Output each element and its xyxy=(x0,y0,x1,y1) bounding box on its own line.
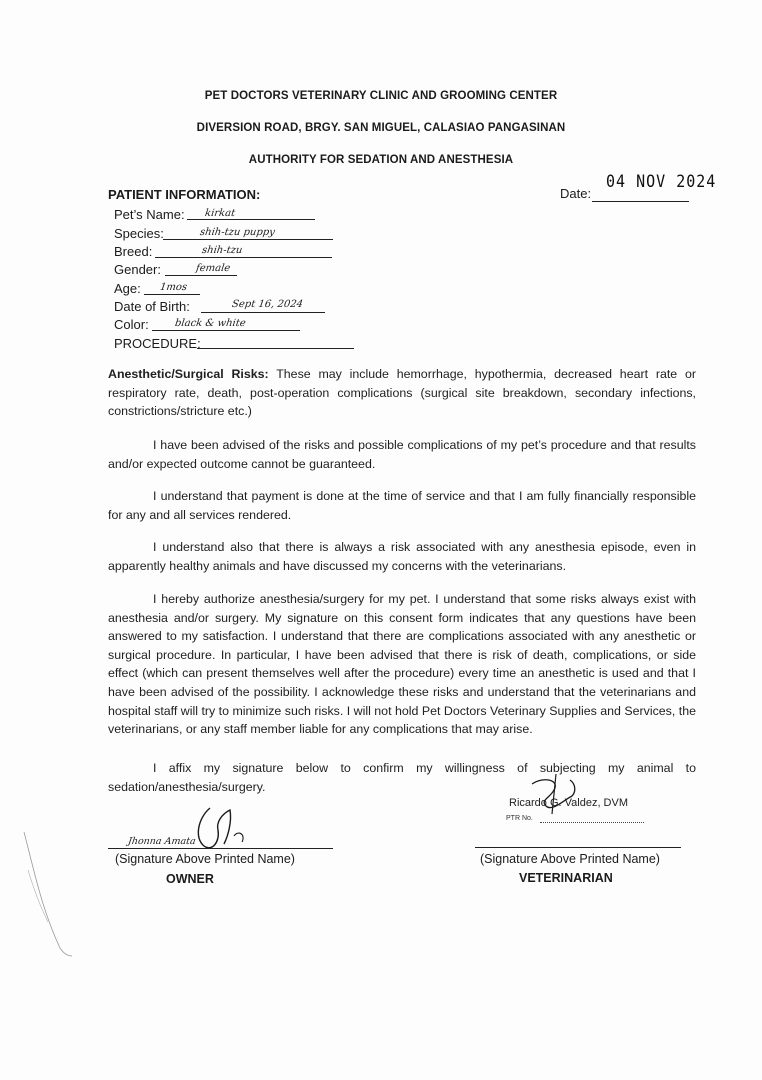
procedure-label: PROCEDURE: xyxy=(114,336,201,351)
date-stamp-value: 04 NOV 2024 xyxy=(606,171,717,192)
clinic-address: DIVERSION ROAD, BRGY. SAN MIGUEL, CALASIAO PANGASINAN xyxy=(196,122,566,134)
paragraph-2-text: I understand that payment is done at the time of service and that I am fully financially responsible for any and all services rendered. xyxy=(108,489,696,522)
owner-printed-name: Jhonna Amata xyxy=(127,836,197,847)
ptr-line xyxy=(540,822,644,823)
paragraph-1-text: I have been advised of the risks and possible complications of my pet’s procedure and that results and/or expected outcome cannot be guaranteed. xyxy=(108,438,696,471)
gender-label: Gender: xyxy=(114,262,161,277)
breed-value: shih-tzu xyxy=(201,245,244,256)
color-value: black & white xyxy=(174,318,247,329)
pets-name-line xyxy=(187,219,315,220)
vet-signature-line xyxy=(475,847,681,848)
age-line xyxy=(144,294,200,295)
vet-role: VETERINARIAN xyxy=(519,871,613,885)
species-value: shih-tzu puppy xyxy=(199,227,276,238)
color-label: Color: xyxy=(114,317,149,332)
pets-name-value: kirkat xyxy=(204,208,236,219)
vet-signature-caption: (Signature Above Printed Name) xyxy=(480,852,660,866)
paragraph-4 xyxy=(108,590,696,739)
gender-value: female xyxy=(195,263,231,274)
age-value: 1mos xyxy=(159,282,188,293)
margin-pencil-mark xyxy=(20,830,80,970)
age-label: Age: xyxy=(114,281,141,296)
form-title: AUTHORITY FOR SEDATION AND ANESTHESIA xyxy=(248,154,514,166)
color-line xyxy=(152,330,300,331)
paragraph-5-text: I affix my signature below to confirm my willingness of subjecting my animal to sedation/anesthesia/surgery. xyxy=(108,761,696,794)
gender-line xyxy=(165,275,237,276)
species-label: Species: xyxy=(114,226,164,241)
ptr-label: PTR No. xyxy=(506,815,533,822)
vet-signature-scribble xyxy=(520,770,590,820)
species-line xyxy=(163,239,333,240)
owner-signature-scribble xyxy=(180,800,260,860)
paragraph-2 xyxy=(108,487,696,524)
dob-line xyxy=(201,312,325,313)
date-label: Date: xyxy=(560,186,592,201)
clinic-name: PET DOCTORS VETERINARY CLINIC AND GROOMING CENTER xyxy=(204,90,558,102)
paragraph-4-text: I hereby authorize anesthesia/surgery for my pet. I understand that some risks always exist with anesthesia and/or surgery. My signature on this consent form indicates that any questions have been answered to my satisfaction. I understand that there are complications associated with any anesthetic or surgical procedure. In particular, I have been advised that there is risk of death, complications, or side effect (which can present themselves well after the procedure) every time an anesthetic is used and that I have been advised of the possibility. I acknowledge these risks and understand that the veterinarians and hospital staff will try to minimize such risks. I will not hold Pet Doctors Veterinary Supplies and Services, the veterinarians, or any staff member liable for any complications that may arise. xyxy=(108,592,696,737)
breed-label: Breed: xyxy=(114,244,153,259)
dob-label: Date of Birth: xyxy=(114,299,190,314)
risks-heading: Anesthetic/Surgical Risks: xyxy=(108,367,269,381)
risks-text: These may include hemorrhage, hypothermia, decreased heart rate or respiratory rate, death, post-operation complications (surgical site breakdown, secondary infections, constrictions/stricture etc.) xyxy=(108,367,696,419)
paragraph-1 xyxy=(108,436,696,473)
dob-value: Sept 16, 2024 xyxy=(231,299,304,310)
breed-line xyxy=(155,257,332,258)
paragraph-5 xyxy=(108,759,696,796)
vet-name: Ricardo G. Valdez, DVM xyxy=(509,797,629,809)
procedure-line xyxy=(197,348,354,349)
date-line xyxy=(592,201,689,202)
patient-info-heading: PATIENT INFORMATION: xyxy=(108,187,261,202)
paragraph-3-text: I understand also that there is always a risk associated with any anesthesia episode, even in apparently healthy animals and have discussed my concerns with the veterinarians. xyxy=(108,540,696,573)
owner-role: OWNER xyxy=(166,872,214,886)
owner-signature-line xyxy=(108,848,333,849)
pets-name-label: Pet’s Name: xyxy=(114,207,185,222)
paragraph-3 xyxy=(108,538,696,575)
owner-signature-caption: (Signature Above Printed Name) xyxy=(115,852,295,866)
risks-paragraph xyxy=(108,365,696,421)
